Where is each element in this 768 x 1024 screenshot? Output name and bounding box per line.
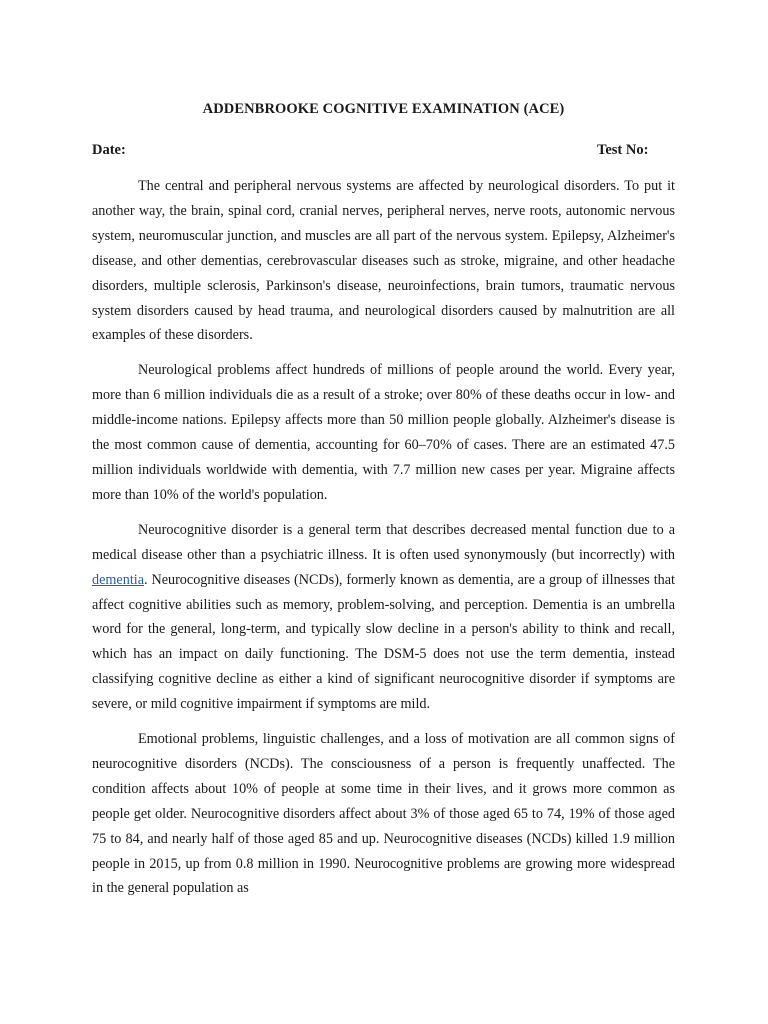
paragraph-4: Emotional problems, linguistic challenges, and a loss of motivation are all common signs of neurocognitive disorders (NCDs). The consciousness of a person is frequently unaffected. The condition affects about 10% of people at some time in their lives, and it grows more common as people get older. Neurocognitive disorders affect about 3% of those aged 65 to 74, 19% of those aged 75 to 84, and nearly half of those aged 85 and up. Neurocognitive diseases (NCDs) killed 1.9 million people in 2015, up from 0.8 million in 1990. Neurocognitive problems are growing more widespread in the general population as bbox=[92, 731, 675, 897]
paragraph-3-text-before-link: Neurocognitive disorder is a general term that describes decreased mental function due to a medical disease other than a psychiatric illness. It is often used synonymously (but incorrectly) with bbox=[92, 521, 675, 563]
test-no-label: Test No: bbox=[597, 142, 649, 158]
date-label: Date: bbox=[92, 142, 126, 158]
paragraph-2: Neurological problems affect hundreds of millions of people around the world. Every year, more than 6 million individuals die as a result of a stroke; over 80% of these deaths occur in low- and middle-income nations. Epilepsy affects more than 50 million people globally. Alzheimer's disease is the most common cause of dementia, accounting for 60–70% of cases. There are an estimated 47.5 million individuals worldwide with dementia, with 7.7 million new cases per year. Migraine affects more than 10% of the world's population. bbox=[92, 362, 675, 503]
body-text bbox=[92, 174, 675, 911]
dementia-link[interactable]: dementia bbox=[92, 571, 144, 588]
paragraph-1: The central and peripheral nervous systems are affected by neurological disorders. To put it another way, the brain, spinal cord, cranial nerves, peripheral nerves, nerve roots, autonomic nervous system, neuromuscular junction, and muscles are all part of the nervous system. Epilepsy, Alzheimer's disease, and other dementias, cerebrovascular diseases such as stroke, migraine, and other headache disorders, multiple sclerosis, Parkinson's disease, neuroinfections, brain tumors, traumatic nervous system disorders caused by head trauma, and neurological disorders caused by malnutrition are all examples of these disorders. bbox=[92, 178, 675, 344]
paragraph-3 bbox=[92, 518, 675, 717]
document-title: ADDENBROOKE COGNITIVE EXAMINATION (ACE) bbox=[202, 101, 565, 117]
paragraph-3-text-after-link: . Neurocognitive diseases (NCDs), formerly known as dementia, are a group of illnesses that affect cognitive abilities such as memory, problem-solving, and perception. Dementia is an umbrella word for the general, long-term, and typically slow decline in a person's ability to think and recall, which has an impact on daily functioning. The DSM-5 does not use the term dementia, instead classifying cognitive decline as either a kind of significant neurocognitive disorder if symptoms are severe, or mild cognitive impairment if symptoms are mild. bbox=[92, 571, 675, 713]
